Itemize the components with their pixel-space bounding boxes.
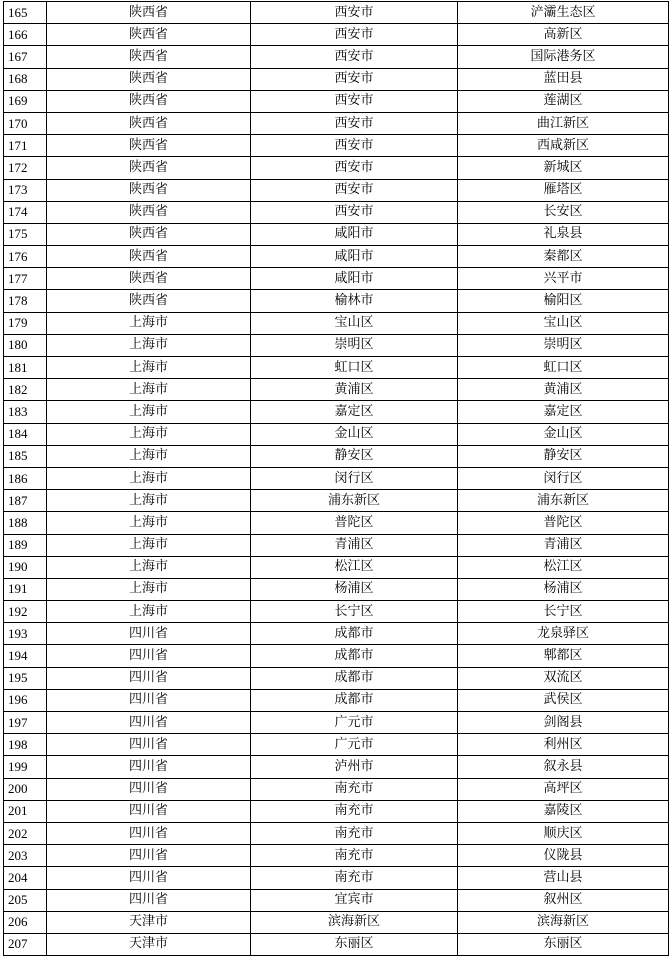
city-cell: 咸阳市 [251, 268, 458, 290]
province-cell: 上海市 [47, 490, 251, 512]
province-cell: 四川省 [47, 889, 251, 911]
district-cell: 营山县 [458, 867, 669, 889]
row-number-cell: 186 [4, 467, 47, 489]
city-cell: 西安市 [251, 112, 458, 134]
city-cell: 咸阳市 [251, 246, 458, 268]
row-number-cell: 197 [4, 712, 47, 734]
city-cell: 成都市 [251, 689, 458, 711]
district-cell: 青浦区 [458, 534, 669, 556]
province-cell: 四川省 [47, 667, 251, 689]
district-cell: 闵行区 [458, 467, 669, 489]
row-number-cell: 168 [4, 68, 47, 90]
row-number-cell: 198 [4, 734, 47, 756]
district-cell: 郫都区 [458, 645, 669, 667]
district-cell: 浦东新区 [458, 490, 669, 512]
table-row [4, 24, 669, 46]
table-row [4, 379, 669, 401]
city-cell: 青浦区 [251, 534, 458, 556]
row-number-cell: 177 [4, 268, 47, 290]
province-cell: 上海市 [47, 578, 251, 600]
district-cell: 静安区 [458, 445, 669, 467]
row-number-cell: 193 [4, 623, 47, 645]
table-row [4, 689, 669, 711]
province-cell: 上海市 [47, 556, 251, 578]
district-cell: 长宁区 [458, 601, 669, 623]
province-cell: 陕西省 [47, 2, 251, 24]
district-cell: 武侯区 [458, 689, 669, 711]
table-row [4, 667, 669, 689]
province-cell: 上海市 [47, 534, 251, 556]
province-cell: 四川省 [47, 800, 251, 822]
city-cell: 南充市 [251, 778, 458, 800]
province-cell: 上海市 [47, 445, 251, 467]
table-row [4, 867, 669, 889]
row-number-cell: 202 [4, 822, 47, 844]
table-row [4, 756, 669, 778]
row-number-cell: 171 [4, 135, 47, 157]
province-cell: 上海市 [47, 512, 251, 534]
table-row [4, 135, 669, 157]
row-number-cell: 165 [4, 2, 47, 24]
table-row [4, 778, 669, 800]
city-cell: 西安市 [251, 201, 458, 223]
city-cell: 咸阳市 [251, 223, 458, 245]
district-cell: 兴平市 [458, 268, 669, 290]
table-row [4, 889, 669, 911]
row-number-cell: 169 [4, 90, 47, 112]
province-cell: 四川省 [47, 689, 251, 711]
province-cell: 四川省 [47, 734, 251, 756]
province-cell: 陕西省 [47, 201, 251, 223]
province-cell: 四川省 [47, 756, 251, 778]
district-cell: 利州区 [458, 734, 669, 756]
district-cell: 国际港务区 [458, 46, 669, 68]
row-number-cell: 182 [4, 379, 47, 401]
table-row [4, 423, 669, 445]
city-cell: 宜宾市 [251, 889, 458, 911]
row-number-cell: 178 [4, 290, 47, 312]
row-number-cell: 205 [4, 889, 47, 911]
row-number-cell: 194 [4, 645, 47, 667]
city-cell: 宝山区 [251, 312, 458, 334]
province-cell: 上海市 [47, 401, 251, 423]
table-row [4, 712, 669, 734]
table-row [4, 734, 669, 756]
province-cell: 陕西省 [47, 68, 251, 90]
table-row [4, 556, 669, 578]
province-cell: 陕西省 [47, 46, 251, 68]
table-row [4, 601, 669, 623]
district-cell: 仪陇县 [458, 845, 669, 867]
city-cell: 普陀区 [251, 512, 458, 534]
table-row [4, 512, 669, 534]
table-row [4, 268, 669, 290]
city-cell: 金山区 [251, 423, 458, 445]
row-number-cell: 196 [4, 689, 47, 711]
row-number-cell: 201 [4, 800, 47, 822]
table-row [4, 822, 669, 844]
city-cell: 广元市 [251, 712, 458, 734]
district-cell: 松江区 [458, 556, 669, 578]
district-cell: 嘉定区 [458, 401, 669, 423]
province-cell: 陕西省 [47, 246, 251, 268]
row-number-cell: 174 [4, 201, 47, 223]
row-number-cell: 199 [4, 756, 47, 778]
table-row [4, 68, 669, 90]
table-row [4, 246, 669, 268]
table-row [4, 290, 669, 312]
district-cell: 金山区 [458, 423, 669, 445]
table-row [4, 90, 669, 112]
row-number-cell: 207 [4, 933, 47, 955]
table-row [4, 623, 669, 645]
district-cell: 双流区 [458, 667, 669, 689]
province-cell: 陕西省 [47, 179, 251, 201]
province-cell: 陕西省 [47, 90, 251, 112]
district-cell: 长安区 [458, 201, 669, 223]
row-number-cell: 183 [4, 401, 47, 423]
district-cell: 高坪区 [458, 778, 669, 800]
table-row [4, 578, 669, 600]
row-number-cell: 200 [4, 778, 47, 800]
district-cell: 黄浦区 [458, 379, 669, 401]
province-cell: 陕西省 [47, 223, 251, 245]
district-cell: 滨海新区 [458, 911, 669, 933]
row-number-cell: 185 [4, 445, 47, 467]
city-cell: 嘉定区 [251, 401, 458, 423]
row-number-cell: 167 [4, 46, 47, 68]
province-cell: 四川省 [47, 623, 251, 645]
table-row [4, 445, 669, 467]
district-cell: 剑阁县 [458, 712, 669, 734]
table-row [4, 2, 669, 24]
province-cell: 上海市 [47, 312, 251, 334]
table-row [4, 179, 669, 201]
province-cell: 上海市 [47, 423, 251, 445]
district-cell: 雁塔区 [458, 179, 669, 201]
table-row [4, 645, 669, 667]
table-row [4, 112, 669, 134]
district-cell: 浐灞生态区 [458, 2, 669, 24]
region-table [3, 1, 669, 956]
city-cell: 南充市 [251, 867, 458, 889]
city-cell: 虹口区 [251, 357, 458, 379]
row-number-cell: 203 [4, 845, 47, 867]
row-number-cell: 195 [4, 667, 47, 689]
row-number-cell: 189 [4, 534, 47, 556]
city-cell: 闵行区 [251, 467, 458, 489]
city-cell: 西安市 [251, 24, 458, 46]
district-cell: 杨浦区 [458, 578, 669, 600]
table-row [4, 467, 669, 489]
province-cell: 四川省 [47, 867, 251, 889]
row-number-cell: 179 [4, 312, 47, 334]
city-cell: 长宁区 [251, 601, 458, 623]
table-row [4, 334, 669, 356]
row-number-cell: 206 [4, 911, 47, 933]
table-row [4, 933, 669, 955]
district-cell: 西咸新区 [458, 135, 669, 157]
city-cell: 南充市 [251, 822, 458, 844]
row-number-cell: 176 [4, 246, 47, 268]
city-cell: 成都市 [251, 667, 458, 689]
district-cell: 莲湖区 [458, 90, 669, 112]
table-row [4, 490, 669, 512]
region-table-body [4, 2, 669, 956]
city-cell: 广元市 [251, 734, 458, 756]
city-cell: 西安市 [251, 157, 458, 179]
city-cell: 崇明区 [251, 334, 458, 356]
district-cell: 顺庆区 [458, 822, 669, 844]
district-cell: 礼泉县 [458, 223, 669, 245]
province-cell: 天津市 [47, 911, 251, 933]
city-cell: 滨海新区 [251, 911, 458, 933]
row-number-cell: 192 [4, 601, 47, 623]
row-number-cell: 191 [4, 578, 47, 600]
row-number-cell: 187 [4, 490, 47, 512]
city-cell: 静安区 [251, 445, 458, 467]
city-cell: 南充市 [251, 800, 458, 822]
district-cell: 崇明区 [458, 334, 669, 356]
district-cell: 新城区 [458, 157, 669, 179]
city-cell: 西安市 [251, 90, 458, 112]
table-row [4, 46, 669, 68]
city-cell: 东丽区 [251, 933, 458, 955]
district-cell: 蓝田县 [458, 68, 669, 90]
table-row [4, 845, 669, 867]
province-cell: 四川省 [47, 645, 251, 667]
province-cell: 四川省 [47, 712, 251, 734]
city-cell: 西安市 [251, 68, 458, 90]
province-cell: 陕西省 [47, 112, 251, 134]
row-number-cell: 184 [4, 423, 47, 445]
row-number-cell: 180 [4, 334, 47, 356]
city-cell: 西安市 [251, 179, 458, 201]
city-cell: 成都市 [251, 623, 458, 645]
district-cell: 虹口区 [458, 357, 669, 379]
city-cell: 西安市 [251, 135, 458, 157]
table-row [4, 223, 669, 245]
table-row [4, 800, 669, 822]
district-cell: 曲江新区 [458, 112, 669, 134]
district-cell: 龙泉驿区 [458, 623, 669, 645]
document-page [3, 1, 668, 956]
province-cell: 四川省 [47, 822, 251, 844]
province-cell: 陕西省 [47, 268, 251, 290]
city-cell: 泸州市 [251, 756, 458, 778]
row-number-cell: 166 [4, 24, 47, 46]
city-cell: 成都市 [251, 645, 458, 667]
district-cell: 普陀区 [458, 512, 669, 534]
table-row [4, 534, 669, 556]
province-cell: 四川省 [47, 778, 251, 800]
district-cell: 秦都区 [458, 246, 669, 268]
row-number-cell: 173 [4, 179, 47, 201]
district-cell: 叙州区 [458, 889, 669, 911]
city-cell: 西安市 [251, 2, 458, 24]
city-cell: 西安市 [251, 46, 458, 68]
province-cell: 上海市 [47, 467, 251, 489]
table-row [4, 201, 669, 223]
table-row [4, 401, 669, 423]
table-row [4, 157, 669, 179]
district-cell: 叙永县 [458, 756, 669, 778]
province-cell: 上海市 [47, 601, 251, 623]
table-row [4, 312, 669, 334]
district-cell: 榆阳区 [458, 290, 669, 312]
province-cell: 上海市 [47, 379, 251, 401]
district-cell: 宝山区 [458, 312, 669, 334]
row-number-cell: 175 [4, 223, 47, 245]
table-row [4, 911, 669, 933]
row-number-cell: 204 [4, 867, 47, 889]
province-cell: 陕西省 [47, 290, 251, 312]
province-cell: 上海市 [47, 334, 251, 356]
row-number-cell: 181 [4, 357, 47, 379]
row-number-cell: 188 [4, 512, 47, 534]
province-cell: 陕西省 [47, 135, 251, 157]
row-number-cell: 170 [4, 112, 47, 134]
city-cell: 榆林市 [251, 290, 458, 312]
province-cell: 四川省 [47, 845, 251, 867]
row-number-cell: 172 [4, 157, 47, 179]
district-cell: 东丽区 [458, 933, 669, 955]
province-cell: 陕西省 [47, 157, 251, 179]
city-cell: 南充市 [251, 845, 458, 867]
city-cell: 黄浦区 [251, 379, 458, 401]
city-cell: 杨浦区 [251, 578, 458, 600]
province-cell: 上海市 [47, 357, 251, 379]
district-cell: 高新区 [458, 24, 669, 46]
province-cell: 天津市 [47, 933, 251, 955]
province-cell: 陕西省 [47, 24, 251, 46]
row-number-cell: 190 [4, 556, 47, 578]
city-cell: 松江区 [251, 556, 458, 578]
city-cell: 浦东新区 [251, 490, 458, 512]
district-cell: 嘉陵区 [458, 800, 669, 822]
table-row [4, 357, 669, 379]
